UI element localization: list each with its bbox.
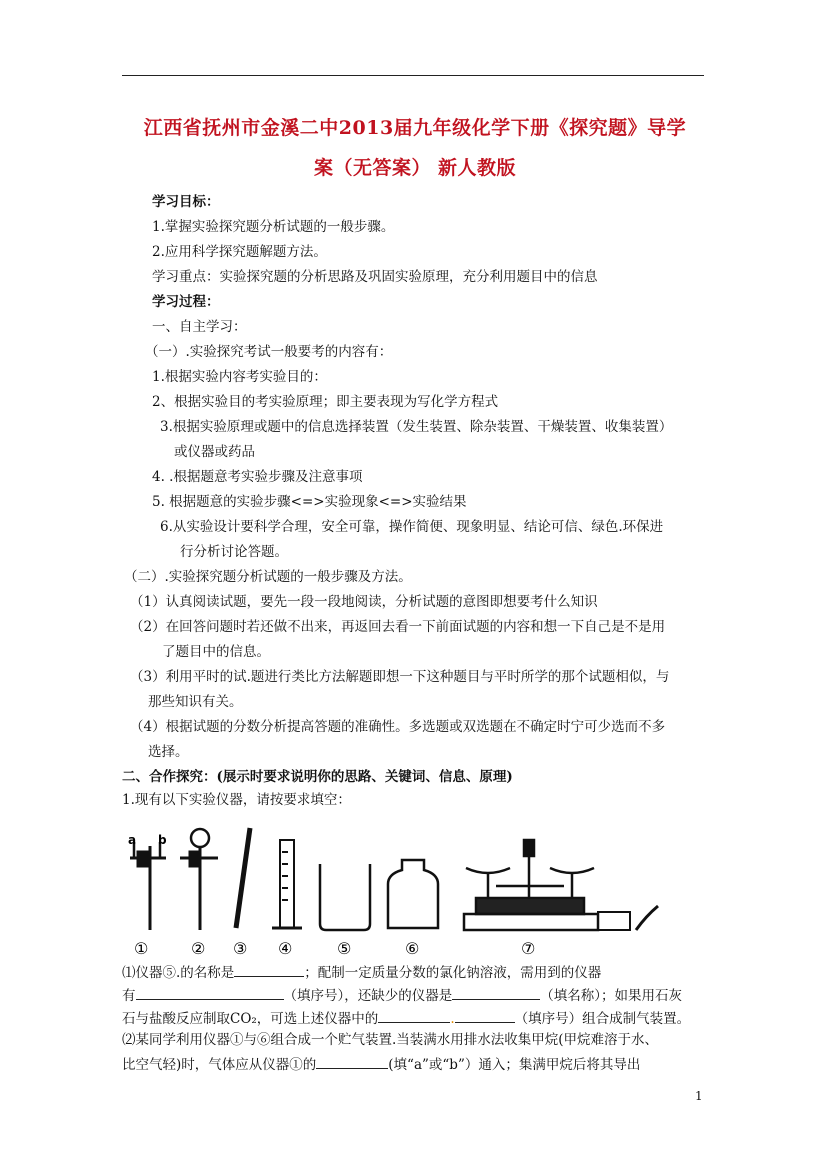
apparatus-balance (464, 840, 598, 930)
item-5: 5. 根据题意的实验步骤<=>实验现象<=>实验结果 (152, 494, 467, 510)
step-4-line2: 选择。 (148, 744, 189, 760)
goal-1: 1.掌握实验探究题分析试题的一般步骤。 (152, 219, 395, 235)
page-number: 1 (695, 1089, 703, 1103)
step-2-line1: （2）在回答问题时若还做不出来，再返回去看一下前面试题的内容和想一下自己是不是用 (130, 619, 666, 635)
section1-heading: 一、自主学习： (152, 319, 247, 335)
label-3: ③ (233, 939, 248, 958)
apparatus-graduated-cylinder (272, 840, 302, 928)
label-1: ① (134, 939, 149, 958)
apparatus-beaker (320, 864, 370, 930)
q1-line5 (122, 1054, 640, 1074)
question1-intro: 1.现有以下实验仪器，请按要求填空： (122, 792, 351, 808)
item-3-line1: 3.根据实验原理或题中的信息选择装置（发生装置、除杂装置、干燥装置、收集装置） (160, 419, 673, 435)
sub2-heading: （二）.实验探究题分析试题的一般步骤及方法。 (124, 569, 412, 585)
q1-line5-text-b: (填“a”或“b”）通入；集满甲烷后将其导出 (388, 1057, 641, 1073)
answer-blank-apparatus-2[interactable] (455, 1008, 515, 1023)
q1-line2-text-c: （填名称）；如果用石灰 (540, 988, 682, 1004)
label-2: ② (191, 939, 206, 958)
q1-line2-text-a: 有 (122, 988, 136, 1004)
goal-2: 2.应用科学探究题解题方法。 (152, 244, 327, 260)
label-6: ⑥ (405, 939, 420, 958)
apparatus-iron-stand (130, 842, 166, 930)
label-7: ⑦ (521, 939, 536, 958)
q1-line3-text-a: 石与盐酸反应制取CO₂，可选上述仪器中的 (122, 1011, 379, 1027)
q1-line2-text-b: （填序号），还缺少的仪器是 (283, 988, 453, 1004)
step-3-line2: 那些知识有关。 (148, 694, 243, 710)
q1-line2 (122, 985, 682, 1005)
key-point: 学习重点：实验探究题的分析思路及巩固实验原理，充分利用题目中的信息 (152, 269, 598, 285)
lab-apparatus-figure (120, 820, 680, 962)
document-title-line2: 案（无答案） 新人教版 (313, 157, 517, 179)
q1-line3 (122, 1008, 690, 1028)
section2-heading: 二、合作探究：(展示时要求说明你的思路、关键词、信息、原理) (122, 769, 513, 785)
apparatus-bottle (388, 860, 438, 928)
item-4: 4. .根据题意考实验步骤及注意事项 (152, 469, 363, 485)
answer-blank-inlet[interactable] (316, 1054, 388, 1069)
item-6-line1: 6.从实验设计要科学合理，安全可靠，操作简便、现象明显、结论可信、绿色.环保进 (160, 519, 664, 535)
answer-blank-name[interactable] (234, 962, 304, 977)
q1-line4: ⑵某同学利用仪器①与⑥组合成一个贮气装置.当装满水用排水法收集甲烷(甲烷难溶于水、 (122, 1032, 659, 1048)
goals-heading: 学习目标： (152, 194, 220, 210)
item-3-line2: 或仪器或药品 (174, 444, 255, 460)
q1-line1-text-b: ；配制一定质量分数的氯化钠溶液，需用到的仪器 (304, 965, 602, 981)
q1-line1-text-a: ⑴仪器⑤.的名称是 (122, 965, 235, 981)
weights-box-icon (598, 912, 630, 930)
document-title-line1: 江西省抚州市金溪二中2013届九年级化学下册《探究题》导学 (143, 117, 687, 139)
step-1: （1）认真阅读试题，要先一段一段地阅读，分析试题的意图即想要考什么知识 (130, 594, 598, 610)
item-1: 1.根据实验内容考实验目的： (152, 369, 327, 385)
tweezers-icon (636, 906, 658, 930)
label-5: ⑤ (337, 939, 352, 958)
process-heading: 学习过程： (152, 294, 220, 310)
q1-line3-text-b: （填序号）组合成制气装置。 (514, 1011, 691, 1027)
sub1-heading: （一）.实验探究考试一般要考的内容有： (145, 344, 393, 360)
apparatus-funnel-stand (180, 829, 218, 930)
answer-blank-missing-instrument[interactable] (452, 985, 540, 1000)
step-4-line1: （4）根据试题的分数分析提高答题的准确性。多选题或双选题在不确定时宁可少选而不多 (130, 719, 666, 735)
header-rule (122, 75, 704, 76)
q1-line1 (122, 962, 601, 982)
item-6-line2: 行分析讨论答题。 (180, 544, 288, 560)
apparatus-glass-rod (236, 828, 250, 928)
answer-blank-instruments[interactable] (136, 985, 284, 1000)
label-4: ④ (278, 939, 293, 958)
step-2-line2: 了题目中的信息。 (162, 644, 270, 660)
label-b: b (158, 833, 167, 847)
q1-line5-text-a: 比空气轻)时，气体应从仪器①的 (122, 1057, 317, 1073)
step-3-line1: （3）利用平时的试.题进行类比方法解题即想一下这种题目与平时所学的那个试题相似，与 (130, 669, 670, 685)
highlight-dot: . (450, 1011, 455, 1027)
label-a: a (128, 833, 137, 847)
answer-blank-apparatus-1[interactable] (378, 1008, 450, 1023)
item-2: 2、根据实验目的考实验原理；即主要表现为写化学方程式 (152, 394, 499, 410)
